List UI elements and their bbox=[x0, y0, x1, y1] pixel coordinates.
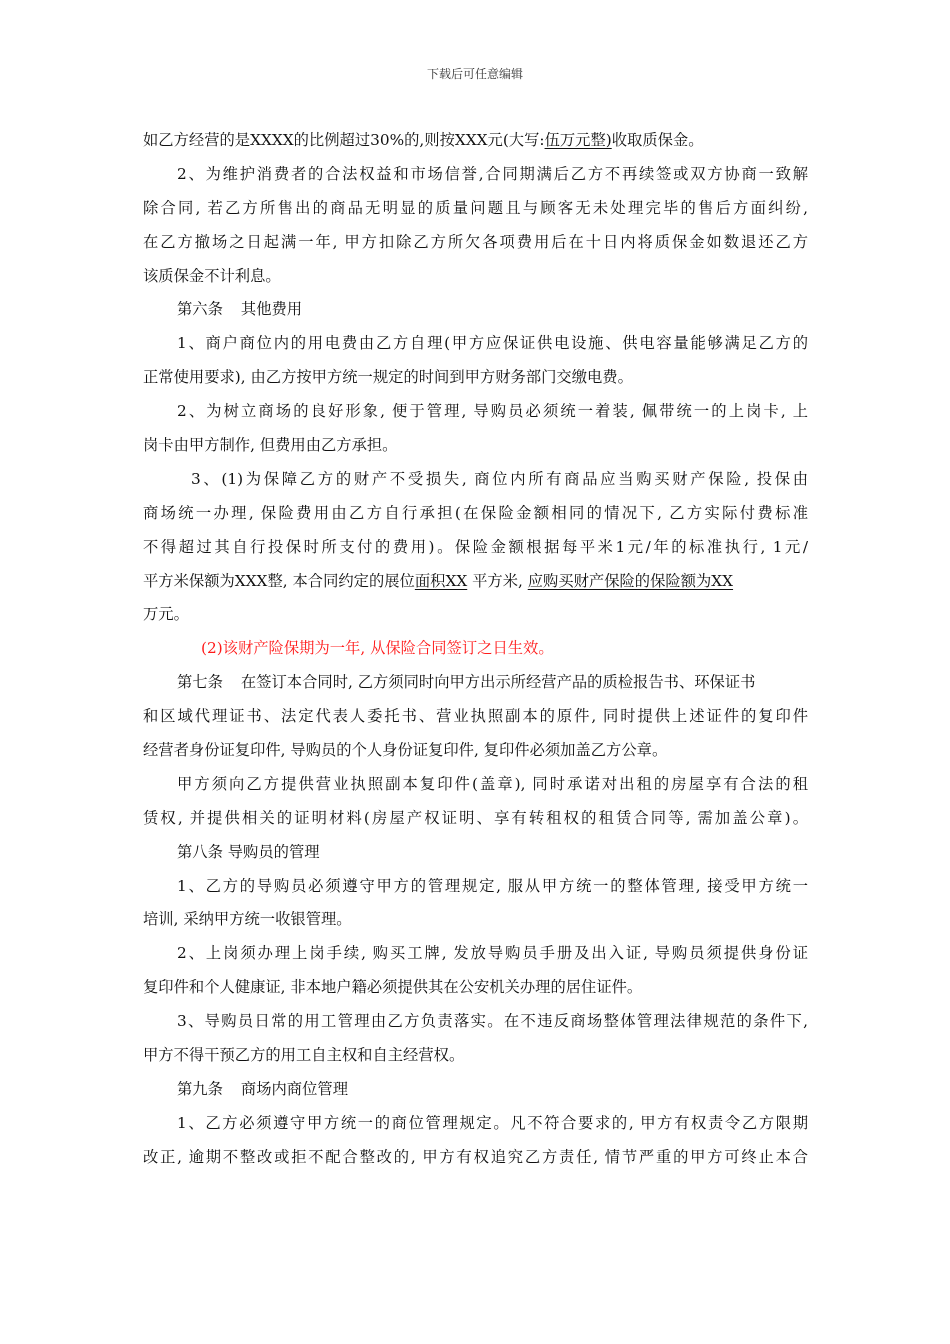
paragraph-line: 除合同, 若乙方所售出的商品无明显的质量问题且与顾客无未处理完毕的售后方面纠纷, bbox=[143, 198, 808, 217]
article-number: 第六条 bbox=[177, 300, 223, 319]
paragraph-line: 3、导购员日常的用工管理由乙方负责落实。在不违反商场整体管理法律规范的条件下, bbox=[177, 1012, 808, 1031]
paragraph-line: 1、商户商位内的用电费由乙方自理(甲方应保证供电设施、供电容量能够满足乙方的 bbox=[177, 334, 808, 353]
text-run: 如乙方经营的是XXXX的比例超过30%的,则按XXX元(大写: bbox=[143, 131, 545, 149]
paragraph-line: 经营者身份证复印件, 导购员的个人身份证复印件, 复印件必须加盖乙方公章。 bbox=[143, 741, 668, 760]
section-heading-9 bbox=[143, 1073, 808, 1107]
text-run: 收取质保金。 bbox=[611, 131, 704, 149]
red-clause-line: (2)该财产险保期为一年, 从保险合同签订之日生效。 bbox=[201, 639, 554, 658]
document-body bbox=[143, 124, 808, 1175]
text-run: 平方米, bbox=[467, 571, 528, 590]
paragraph-line bbox=[143, 565, 808, 599]
article-number: 第九条 bbox=[177, 1079, 223, 1098]
paragraph-line: 1、乙方的导购员必须遵守甲方的管理规定, 服从甲方统一的整体管理, 接受甲方统一 bbox=[177, 876, 808, 895]
article-title: 商场内商位管理 bbox=[240, 1079, 348, 1098]
paragraph-line: 2、为维护消费者的合法权益和市场信誉,合同期满后乙方不再续签或双方协商一致解 bbox=[177, 164, 808, 183]
section-heading-8: 第八条 导购员的管理 bbox=[177, 842, 320, 861]
underlined-amount: 伍万元整) bbox=[544, 131, 612, 149]
paragraph-line: 甲方不得干预乙方的用工自主权和自主经营权。 bbox=[143, 1046, 465, 1065]
text-run: 在签订本合同时, 乙方须同时向甲方出示所经营产品的质检报告书、环保证书 bbox=[240, 673, 756, 692]
paragraph-line: 该质保金不计利息。 bbox=[143, 266, 281, 285]
paragraph-line: 和区域代理证书、法定代表人委托书、营业执照副本的原件, 同时提供上述证件的复印件 bbox=[143, 707, 808, 726]
paragraph-line: 甲方须向乙方提供营业执照副本复印件(盖章), 同时承诺对出租的房屋享有合法的租 bbox=[177, 774, 808, 793]
page-header: 下载后可任意编辑 bbox=[426, 67, 523, 81]
underlined-area: 面积XX bbox=[414, 571, 468, 590]
paragraph-line: 2、为树立商场的良好形象, 便于管理, 导购员必须统一着装, 佩带统一的上岗卡, 上 bbox=[177, 402, 808, 421]
paragraph-line: 不得超过其自行投保时所支付的费用)。保险金额根据每平米1元/年的标准执行, 1元/ bbox=[143, 537, 808, 556]
paragraph-line: 3、(1)为保障乙方的财产不受损失, 商位内所有商品应当购买财产保险, 投保由 bbox=[191, 469, 808, 488]
paragraph-line: 岗卡由甲方制作, 但费用由乙方承担。 bbox=[143, 436, 398, 455]
paragraph-line: 培训, 采纳甲方统一收银管理。 bbox=[143, 910, 352, 929]
article-number: 第七条 bbox=[177, 673, 223, 692]
paragraph-line: 正常使用要求), 由乙方按甲方统一规定的时间到甲方财务部门交缴电费。 bbox=[143, 368, 633, 387]
paragraph-line bbox=[143, 124, 808, 158]
section-heading-7 bbox=[143, 666, 808, 700]
section-heading-6 bbox=[143, 293, 808, 327]
article-title: 其他费用 bbox=[240, 300, 303, 319]
paragraph-line: 万元。 bbox=[143, 605, 189, 624]
paragraph-line: 改正, 逾期不整改或拒不配合整改的, 甲方有权追究乙方责任, 情节严重的甲方可终止本合 bbox=[143, 1147, 808, 1166]
paragraph-line: 在乙方撤场之日起满一年, 甲方扣除乙方所欠各项费用后在十日内将质保金如数退还乙方 bbox=[143, 232, 808, 251]
underlined-insurance-amount: 应购买财产保险的保险额为XX bbox=[527, 571, 734, 590]
paragraph-line: 赁权, 并提供相关的证明材料(房屋产权证明、享有转租权的租赁合同等, 需加盖公章)。 bbox=[143, 808, 808, 827]
paragraph-line: 复印件和个人健康证, 非本地户籍必须提供其在公安机关办理的居住证件。 bbox=[143, 978, 643, 997]
paragraph-line: 2、上岗须办理上岗手续, 购买工牌, 发放导购员手册及出入证, 导购员须提供身份证 bbox=[177, 944, 808, 963]
paragraph-line: 商场统一办理, 保险费用由乙方自行承担(在保险金额相同的情况下, 乙方实际付费标准 bbox=[143, 503, 808, 522]
paragraph-line: 1、乙方必须遵守甲方统一的商位管理规定。凡不符合要求的, 甲方有权责令乙方限期 bbox=[177, 1113, 808, 1132]
text-run: 平方米保额为XXX整, 本合同约定的展位 bbox=[143, 571, 415, 590]
